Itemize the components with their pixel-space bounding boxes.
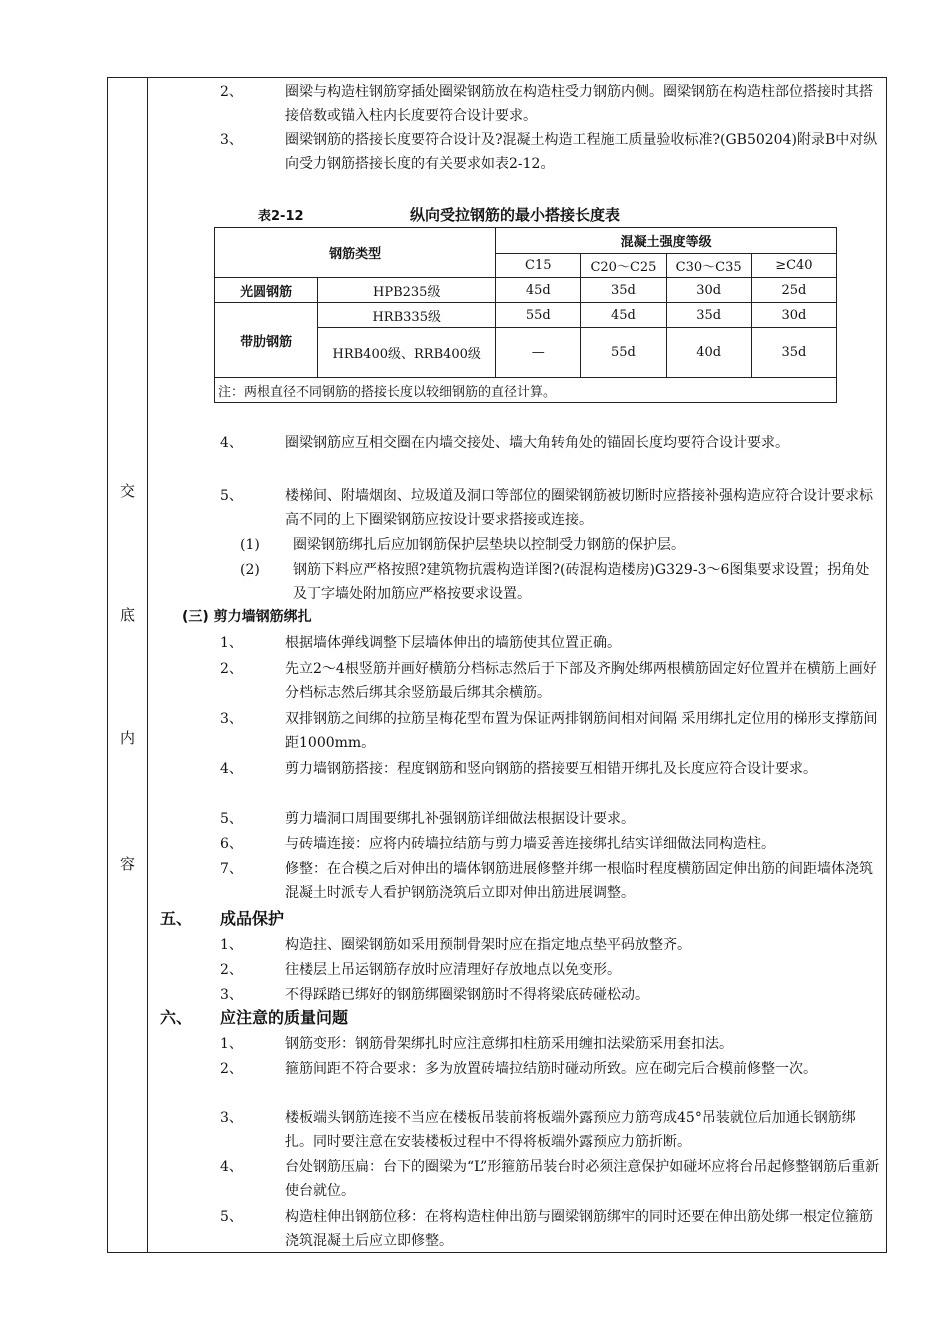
- item-text: 剪力墙洞口周围要绑扎补强钢筋详细做法根据设计要求。: [285, 811, 635, 827]
- table-cell: 35d: [581, 278, 666, 303]
- item-number: 3、: [220, 711, 243, 727]
- side-label-char: 交: [119, 482, 135, 500]
- group-plain-rebar: 光圆钢筋: [215, 278, 318, 303]
- item-text: 圈梁钢筋应互相交圈在内墙交接处、墙大角转角处的锚固长度均要符合设计要求。: [285, 435, 789, 451]
- item-text: 双排钢筋之间绑的拉筋呈梅花型布置为保证两排钢筋间相对间隔 采用绑扎定位用的梯形支撑筋间距1000mm。: [285, 711, 878, 751]
- side-label-char: 容: [119, 855, 135, 873]
- item-number: 4、: [220, 435, 243, 451]
- item-number: 2、: [220, 84, 243, 100]
- table-note: 注：两根直径不同钢筋的搭接长度以较细钢筋的直径计算。: [215, 378, 837, 403]
- section-number: 五、: [160, 909, 193, 928]
- item-text: 剪力墙钢筋搭接：程度钢筋和竖向钢筋的搭接要互相错开绑扎及长度应符合设计要求。: [285, 761, 817, 777]
- table-cell: 30d: [751, 303, 836, 328]
- table-title: 纵向受拉钢筋的最小搭接长度表: [410, 206, 621, 224]
- table-cell: 30d: [666, 278, 751, 303]
- item-number: (2): [240, 562, 260, 578]
- item-number: 4、: [220, 761, 243, 777]
- item-text: 修整：在合模之后对伸出的墙体钢筋进展修整并绑一根临时程度横筋固定伸出筋的间距墙体浇筑混凝土时派专人看护钢筋浇筑后立即对伸出筋进展调整。: [285, 861, 873, 901]
- item-number: (1): [240, 537, 260, 553]
- group-ribbed-rebar: 带肋钢筋: [215, 303, 318, 378]
- item-text: 钢筋变形：钢筋骨架绑扎时应注意绑扣柱筋采用缠扣法梁筋采用套扣法。: [285, 1036, 733, 1052]
- table-cell: 35d: [666, 303, 751, 328]
- table-cell: 45d: [581, 303, 666, 328]
- table-cell: 40d: [666, 328, 751, 378]
- item-text: 往楼层上吊运钢筋存放时应清理好存放地点以免变形。: [285, 962, 621, 978]
- table-cell: 35d: [751, 328, 836, 378]
- item-number: 2、: [220, 962, 243, 978]
- item-number: 1、: [220, 635, 243, 651]
- table-cell: 55d: [581, 328, 666, 378]
- lap-length-table: [214, 227, 837, 403]
- grade-cell: C15: [496, 254, 581, 278]
- item-number: 7、: [220, 861, 243, 877]
- item-number: 1、: [220, 937, 243, 953]
- item-text: 楼板端头钢筋连接不当应在楼板吊装前将板端外露预应力筋弯成45°吊装就位后加通长钢筋绑扎。同时要注意在安装楼板过程中不得将板端外露预应力筋折断。: [285, 1110, 856, 1150]
- item-number: 2、: [220, 1061, 243, 1077]
- table-caption: 表2-12: [258, 209, 304, 224]
- rebar-name: HPB235级: [318, 278, 496, 303]
- item-text: 圈梁与构造柱钢筋穿插处圈梁钢筋放在构造柱受力钢筋内侧。圈梁钢筋在构造柱部位搭接时其搭接倍数或锚入柱内长度要符合设计要求。: [285, 84, 873, 124]
- item-text: 箍筋间距不符合要求：多为放置砖墙拉结筋时碰动所致。应在砌完后合模前修整一次。: [285, 1061, 817, 1077]
- item-number: 3、: [220, 987, 243, 1003]
- item-number: 5、: [220, 488, 243, 504]
- item-text: 楼梯间、附墙烟囱、垃圾道及洞口等部位的圈梁钢筋被切断时应搭接补强构造应符合设计要求标高不同的上下圈梁钢筋应按设计要求搭接或连接。: [285, 488, 873, 528]
- table-cell: 55d: [496, 303, 581, 328]
- rebar-name: HRB335级: [318, 303, 496, 328]
- item-text: 根据墙体弹线调整下层墙体伸出的墙筋使其位置正确。: [285, 635, 621, 651]
- rebar-name: HRB400级、RRB400级: [318, 328, 496, 378]
- grade-cell: C20～C25: [581, 254, 666, 278]
- grade-cell: ≥C40: [751, 254, 836, 278]
- item-number: 3、: [220, 1110, 243, 1126]
- subsection-title: (三) 剪力墙钢筋绑扎: [182, 609, 312, 625]
- table-cell: 45d: [496, 278, 581, 303]
- side-label-char: 底: [119, 606, 135, 624]
- item-text: 圈梁钢筋的搭接长度要符合设计及?混凝土构造工程施工质量验收标准?(GB50204)附录B中对纵向受力钢筋搭接长度的有关要求如表2-12。: [285, 132, 878, 172]
- item-number: 4、: [220, 1159, 243, 1175]
- table-cell: 25d: [751, 278, 836, 303]
- item-number: 5、: [220, 1209, 243, 1225]
- item-number: 5、: [220, 811, 243, 827]
- item-text: 先立2～4根竖筋并画好横筋分档标志然后于下部及齐胸处绑两根横筋固定好位置并在横筋上画好分档标志然后绑其余竖筋最后绑其余横筋。: [285, 661, 877, 701]
- item-text: 构造拄、圈梁钢筋如采用预制骨架时应在指定地点垫平码放整齐。: [285, 937, 691, 953]
- grade-cell: C30～C35: [666, 254, 751, 278]
- item-number: 6、: [220, 836, 243, 852]
- item-text: 不得踩踏已绑好的钢筋绑圈梁钢筋时不得将梁底砖碰松动。: [285, 987, 649, 1003]
- item-number: 1、: [220, 1036, 243, 1052]
- table-cell: —: [496, 328, 581, 378]
- header-rebar-type: 钢筋类型: [215, 228, 496, 278]
- item-text: 台处钢筋压扁：台下的圈梁为“L”形箍筋吊装台时必须注意保护如碰坏应将台吊起修整钢筋后重新使台就位。: [285, 1159, 880, 1199]
- item-text: 钢筋下料应严格按照?建筑物抗震构造详图?(砖混构造楼房)G329-3～6图集要求设置；拐角处及丁字墙处附加筋应严格按要求设置。: [293, 562, 870, 602]
- item-text: 圈梁钢筋绑扎后应加钢筋保护层垫块以控制受力钢筋的保护层。: [293, 537, 685, 553]
- item-text: 构造柱伸出钢筋位移：在将构造柱伸出筋与圈梁钢筋绑牢的同时还要在伸出筋处绑一根定位箍筋浇筑混凝土后应立即修整。: [285, 1209, 873, 1249]
- section-number: 六、: [160, 1008, 193, 1027]
- item-number: 3、: [220, 132, 243, 148]
- section-title: 成品保护: [220, 909, 285, 928]
- side-label-column: [107, 77, 148, 1253]
- item-number: 2、: [220, 661, 243, 677]
- header-concrete-grade: 混凝土强度等级: [496, 228, 837, 254]
- side-label-char: 内: [119, 729, 135, 747]
- item-text: 与砖墙连接：应将内砖墙拉结筋与剪力墙妥善连接绑扎结实详细做法同构造柱。: [285, 836, 775, 852]
- section-title: 应注意的质量问题: [220, 1008, 349, 1027]
